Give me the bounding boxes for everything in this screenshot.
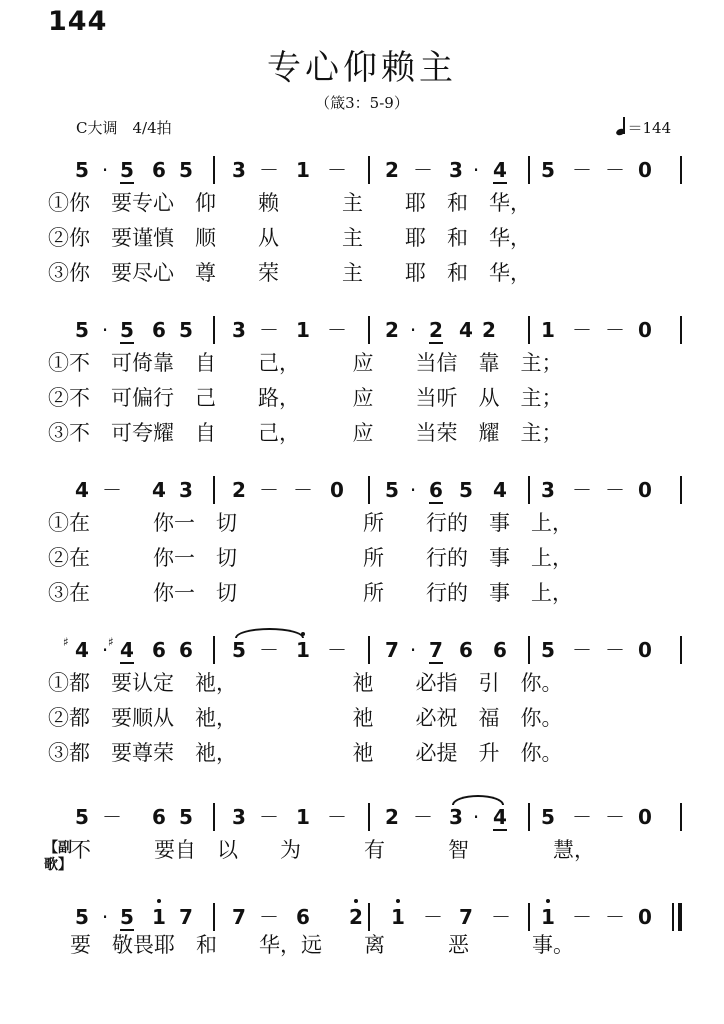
note-digit: 2 [482, 318, 496, 342]
note-digit: 3 [179, 478, 193, 502]
note-digit: 1 [296, 318, 310, 342]
lyric-line: 不 要自 以 为 有 智 慧， [70, 838, 595, 862]
high-octave-dot [354, 899, 358, 903]
note-digit: 4 [489, 806, 511, 828]
final-bar-line [672, 903, 674, 931]
note-digit: 5 [116, 159, 138, 181]
tempo-value: ＝144 [627, 119, 672, 137]
note-digit: 6 [493, 638, 507, 662]
note-digit: 5 [116, 319, 138, 341]
note-digit: 6 [152, 158, 166, 182]
bar-line [213, 316, 215, 344]
note-digit: 1 [148, 906, 170, 928]
note-digit: 3 [232, 318, 246, 342]
dash-mark: － [413, 805, 433, 829]
bar-line [528, 156, 530, 184]
note-digit: 3 [232, 805, 246, 829]
note-digit: 4 ♯ [116, 639, 138, 661]
note-digit: 5 [459, 478, 473, 502]
lyric-line: ①在 你一 切 所 行的 事 上， [48, 511, 573, 535]
bar-line [528, 803, 530, 831]
note-digit: 4 [75, 478, 89, 502]
bar-line [213, 803, 215, 831]
dash-mark: － [605, 805, 625, 829]
tie-slur [452, 795, 504, 805]
dot-mark: · [409, 638, 417, 662]
note-digit: 0 [638, 638, 652, 662]
dash-mark: － [605, 318, 625, 342]
lyric-line: ②不 可偏行 己 路， 应 当听 从 主； [48, 386, 563, 410]
high-octave-dot [157, 899, 161, 903]
note-digit: 2 [385, 805, 399, 829]
bar-line [213, 636, 215, 664]
lyric-line: ①你 要专心 仰 赖 主 耶 和 华， [48, 191, 531, 215]
note-digit: 6 [152, 318, 166, 342]
bar-line [528, 316, 530, 344]
dot-mark: · [472, 158, 480, 182]
bar-line [680, 156, 682, 184]
lyric-line: ②你 要谨慎 顺 从 主 耶 和 华， [48, 226, 531, 250]
note-digit: 6 [425, 479, 447, 501]
note-digit: 6 [179, 638, 193, 662]
dash-mark: － [605, 158, 625, 182]
dash-mark: － [327, 638, 347, 662]
note-digit: 6 [459, 638, 473, 662]
note-digit: 5 [75, 158, 89, 182]
dot-mark: · [101, 638, 109, 662]
note-digit: 6 [152, 805, 166, 829]
bar-line [528, 636, 530, 664]
lyric-line: ③不 可夸耀 自 己， 应 当荣 耀 主； [48, 421, 563, 445]
bar-line [368, 316, 370, 344]
note-digit: 2 [232, 478, 246, 502]
dash-mark: － [293, 478, 313, 502]
dash-mark: － [605, 638, 625, 662]
lyric-line: ③你 要尽心 尊 荣 主 耶 和 华， [48, 261, 531, 285]
note-digit: 7 [232, 905, 246, 929]
note-digit: 3 [232, 158, 246, 182]
bar-line [368, 803, 370, 831]
note-digit: 4 [493, 478, 507, 502]
note-digit: 2 [385, 158, 399, 182]
note-digit: 0 [638, 805, 652, 829]
bar-line [213, 903, 215, 931]
bar-line [368, 636, 370, 664]
dash-mark: － [572, 158, 592, 182]
note-digit: 7 [385, 638, 399, 662]
key-signature: C大调 4/4拍 [76, 119, 172, 137]
dash-mark: － [572, 478, 592, 502]
dot-mark: · [409, 478, 417, 502]
tempo-marking [616, 117, 671, 138]
bar-line [680, 636, 682, 664]
note-digit: 6 [296, 905, 310, 929]
dash-mark: － [605, 905, 625, 929]
bar-line [213, 156, 215, 184]
note-digit: 5 [385, 478, 399, 502]
note-digit: 5 [541, 638, 555, 662]
dash-mark: － [259, 158, 279, 182]
dash-mark: － [327, 805, 347, 829]
note-digit: 7 [179, 905, 193, 929]
lyric-line: ②都 要顺从 祂， 祂 必祝 福 你。 [48, 706, 563, 730]
final-bar-line [678, 903, 682, 931]
note-digit: 0 [638, 158, 652, 182]
lyric-line: ①不 可倚靠 自 己， 应 当信 靠 主； [48, 351, 563, 375]
note-digit: 1 [292, 639, 314, 661]
dash-mark: － [572, 638, 592, 662]
note-digit: 0 [638, 318, 652, 342]
note-digit: 5 [75, 905, 89, 929]
note-digit: 7 [425, 639, 447, 661]
dot-mark: · [472, 805, 480, 829]
lyric-line: ③在 你一 切 所 行的 事 上， [48, 581, 573, 605]
note-digit: 2 [345, 906, 367, 928]
dash-mark: － [259, 638, 279, 662]
note-digit: 7 [459, 905, 473, 929]
bar-line [213, 476, 215, 504]
note-digit: 2 [425, 319, 447, 341]
bar-line [680, 476, 682, 504]
dash-mark: － [259, 478, 279, 502]
note-digit: 5 [75, 805, 89, 829]
bar-line [528, 903, 530, 931]
dash-mark: － [327, 318, 347, 342]
note-digit: 5 [116, 906, 138, 928]
hymn-title: 专心仰赖主 [267, 48, 457, 88]
lyric-line: ①都 要认定 祂， 祂 必指 引 你。 [48, 671, 563, 695]
lyric-line: ③都 要尊荣 祂， 祂 必提 升 你。 [48, 741, 563, 765]
sharp-icon: ♯ [63, 635, 69, 649]
note-digit: 5 [541, 158, 555, 182]
dash-mark: － [423, 905, 443, 929]
hymn-number: 144 [48, 6, 108, 37]
dash-mark: － [491, 905, 511, 929]
dash-mark: － [327, 158, 347, 182]
note-digit: 5 [232, 638, 246, 662]
note-digit: 2 [385, 318, 399, 342]
refrain-label: 【副歌】 [44, 840, 72, 873]
lyric-line: ②在 你一 切 所 行的 事 上， [48, 546, 573, 570]
dash-mark: － [413, 158, 433, 182]
note-digit: 1 [541, 318, 555, 342]
note-digit: 3 [541, 478, 555, 502]
note-digit: 5 [75, 318, 89, 342]
dot-mark: · [101, 905, 109, 929]
note-digit: 5 [179, 158, 193, 182]
bar-line [368, 903, 370, 931]
lyric-line: 要 敬畏耶 和 华，远 离 恶 事。 [70, 933, 574, 957]
note-digit: 0 [330, 478, 344, 502]
bar-line [680, 316, 682, 344]
tie-slur [235, 628, 304, 638]
bar-line [528, 476, 530, 504]
sharp-icon: ♯ [108, 635, 114, 649]
note-digit: 3 [449, 158, 463, 182]
note-digit: 4 [459, 318, 473, 342]
dot-mark: · [409, 318, 417, 342]
note-digit: 1 [537, 906, 559, 928]
quarter-note-icon [615, 128, 626, 137]
note-digit: 5 [179, 805, 193, 829]
dash-mark: － [102, 478, 122, 502]
note-digit: 0 [638, 478, 652, 502]
high-octave-dot [546, 899, 550, 903]
note-digit: 3 [449, 805, 463, 829]
note-digit: 1 [296, 158, 310, 182]
dot-mark: · [101, 318, 109, 342]
bar-line [368, 476, 370, 504]
note-digit: 4 ♯ [71, 639, 93, 661]
note-digit: 0 [638, 905, 652, 929]
high-octave-dot [396, 899, 400, 903]
note-digit: 5 [179, 318, 193, 342]
dash-mark: － [572, 318, 592, 342]
dot-mark: · [101, 158, 109, 182]
dash-mark: － [572, 805, 592, 829]
note-digit: 1 [387, 906, 409, 928]
dash-mark: － [259, 905, 279, 929]
note-digit: 1 [296, 805, 310, 829]
dash-mark: － [102, 805, 122, 829]
scripture-reference: （箴3：5-9） [315, 94, 409, 112]
note-digit: 4 [489, 159, 511, 181]
dash-mark: － [605, 478, 625, 502]
dash-mark: － [259, 805, 279, 829]
dash-mark: － [259, 318, 279, 342]
bar-line [680, 803, 682, 831]
note-digit: 6 [152, 638, 166, 662]
dash-mark: － [572, 905, 592, 929]
note-digit: 4 [152, 478, 166, 502]
bar-line [368, 156, 370, 184]
note-digit: 5 [541, 805, 555, 829]
